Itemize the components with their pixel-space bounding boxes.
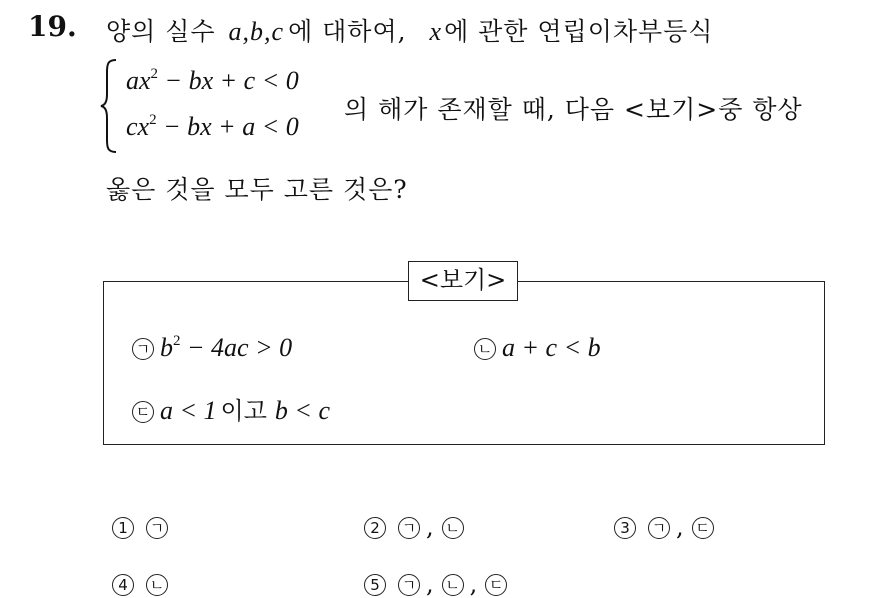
- circled-nieun-icon: ㄴ: [146, 574, 168, 596]
- choice-number: 5: [364, 574, 386, 596]
- circled-digeut-icon: ㄷ: [692, 517, 714, 539]
- circled-giyeok-icon: ㄱ: [398, 574, 420, 596]
- question-text: 에 관한 연립이차부등식: [444, 17, 714, 46]
- ineq1-exponent: 2: [150, 66, 159, 82]
- circled-giyeok-icon: ㄱ: [648, 517, 670, 539]
- ineq2-rest: − bx + a < 0: [156, 112, 299, 141]
- circled-digeut-icon: ㄷ: [132, 401, 154, 423]
- bogi-expr: a < 1: [160, 396, 217, 425]
- variables-abc: a,b,c: [228, 17, 285, 46]
- bogi-expr: b < c: [274, 396, 331, 425]
- ineq2-exponent: 2: [149, 112, 157, 128]
- question-line-2: 의 해가 존재할 때, 다음 <보기>중 항상: [344, 95, 803, 124]
- ineq2-term: cx: [126, 112, 150, 141]
- circled-nieun-icon: ㄴ: [474, 338, 496, 360]
- answer-choice-4[interactable]: [112, 570, 174, 598]
- question-line-3: 옳은 것을 모두 고른 것은?: [106, 175, 408, 204]
- inequality-1: [126, 66, 299, 96]
- circled-digeut-icon: ㄷ: [485, 574, 507, 596]
- choice-number: 3: [614, 517, 636, 539]
- bogi-title: <보기>: [408, 261, 518, 301]
- question-line-1: [106, 12, 713, 48]
- inequality-2: [126, 112, 299, 142]
- bogi-item-digeut: [132, 391, 330, 426]
- circled-giyeok-icon: ㄱ: [398, 517, 420, 539]
- ineq1-rest: − bx + c < 0: [158, 66, 299, 95]
- ineq1-term: ax: [126, 66, 151, 95]
- answer-choice-1[interactable]: [112, 513, 174, 541]
- question-number: 19.: [28, 10, 77, 43]
- question-text: 에 대하여,: [288, 17, 407, 46]
- choice-number: 2: [364, 517, 386, 539]
- bogi-item-giyeok: [132, 333, 292, 363]
- bogi-item-nieun: [474, 333, 601, 363]
- answer-choice-5[interactable]: 5 ㄱ , ㄴ , ㄷ: [364, 570, 513, 598]
- choice-number: 1: [112, 517, 134, 539]
- answer-choice-3[interactable]: 3 ㄱ , ㄷ: [614, 513, 720, 541]
- circled-giyeok-icon: ㄱ: [132, 338, 154, 360]
- circled-giyeok-icon: ㄱ: [146, 517, 168, 539]
- circled-nieun-icon: ㄴ: [442, 574, 464, 596]
- circled-nieun-icon: ㄴ: [442, 517, 464, 539]
- bogi-expr: a + c < b: [502, 333, 601, 362]
- bogi-expr: $b^2 - 4ac > 0$: [160, 333, 293, 362]
- question-text: 양의 실수: [106, 17, 216, 46]
- bogi-text: 이고: [220, 397, 267, 425]
- answer-choice-2[interactable]: 2 ㄱ , ㄴ: [364, 513, 470, 541]
- choice-number: 4: [112, 574, 134, 596]
- variable-x: x: [429, 17, 443, 46]
- left-brace: [100, 58, 118, 154]
